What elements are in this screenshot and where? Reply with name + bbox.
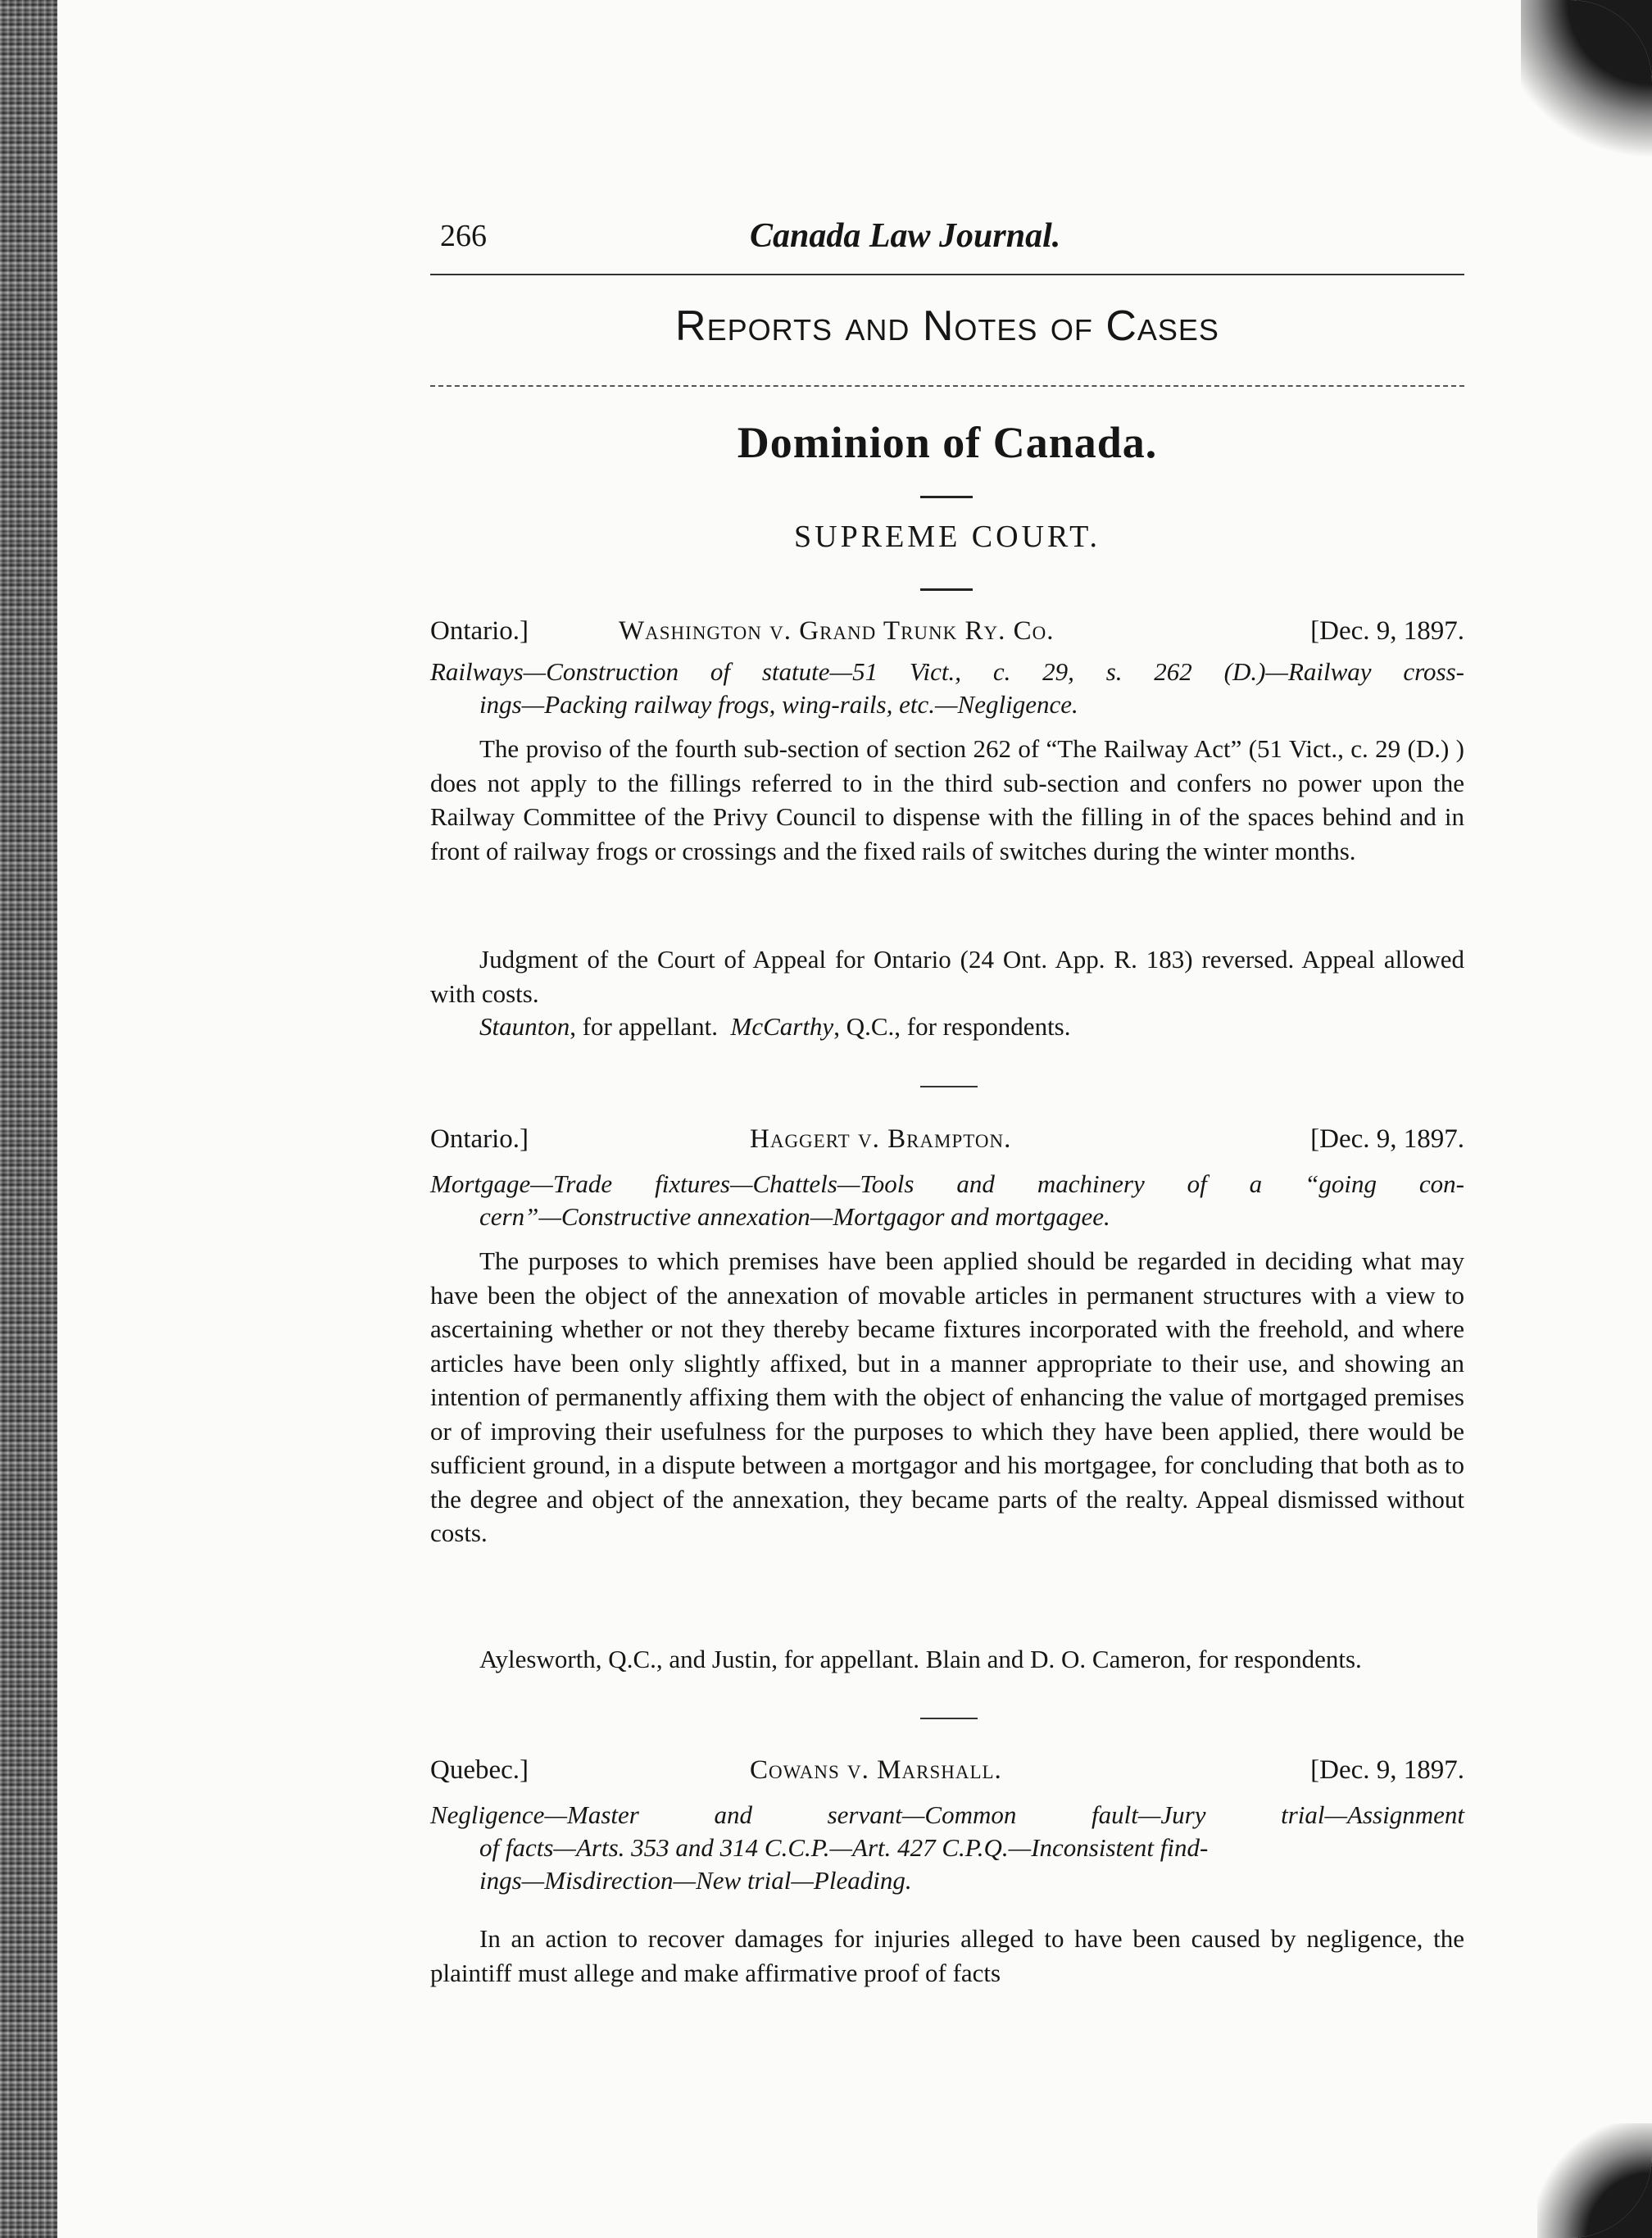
case-separator: [920, 1718, 978, 1719]
case-counsel: [479, 1010, 1071, 1043]
headnote-line: ings—Misdirection—New trial—Pleading.: [479, 1866, 912, 1895]
section-title: Reports and Notes of Cases: [675, 302, 1219, 350]
headnote-line: Railways—Construction of statute—51 Vict., c. 29, s. 262 (D.)—Railway cross-: [430, 657, 1464, 686]
counsel-role: , Q.C., for respondents.: [833, 1012, 1071, 1041]
case-province: Ontario.]: [430, 616, 529, 646]
short-rule: [920, 496, 973, 498]
scanned-page: [57, 0, 1652, 2238]
case-name: Haggert v. Brampton.: [750, 1124, 1012, 1154]
court-heading: SUPREME COURT.: [794, 520, 1101, 554]
counsel-respondent: McCarthy: [730, 1012, 834, 1041]
case-headnote: [430, 1799, 1464, 1897]
case-date: [Dec. 9, 1897.: [1310, 616, 1464, 646]
page-corner-shadow: [1537, 2123, 1652, 2238]
counsel-appellant: Staunton: [479, 1012, 570, 1041]
headnote-line: ings—Packing railway frogs, wing-rails, etc.—Negligence.: [479, 690, 1078, 719]
headnote-line: Mortgage—Trade fixtures—Chattels—Tools and machinery of a “going con-: [430, 1169, 1464, 1198]
case-body-text: The proviso of the fourth sub-section of section 262 of “The Railway Act” (51 Vict., c. 29 (D.) ) does not apply to the fillings referred to in the third sub-section and confers no power upon the Railway Committee of the Privy Council to dispense with the filling in of the spaces behind and in front of railway frogs or crossings and the fixed rails of switches during the winter months.: [430, 734, 1464, 865]
headnote-line: Negligence—Master and servant—Common fault—Jury trial—Assignment: [430, 1800, 1464, 1829]
case-province: Quebec.]: [430, 1755, 529, 1785]
case-header: [430, 1754, 1464, 1790]
case-headnote: [430, 1168, 1464, 1233]
case-province: Ontario.]: [430, 1124, 529, 1154]
header-rule: [430, 274, 1464, 275]
journal-title: Canada Law Journal.: [750, 217, 1061, 255]
headnote-line: of facts—Arts. 353 and 314 C.C.P.—Art. 427 C.P.Q.—Inconsistent find-: [479, 1833, 1209, 1862]
counsel-line: Aylesworth, Q.C., and Justin, for appellant. Blain and D. O. Cameron, for respondents.: [479, 1645, 1362, 1673]
case-body: [430, 732, 1464, 868]
page-number: 266: [440, 219, 487, 253]
case-name: Cowans v. Marshall.: [750, 1755, 1002, 1785]
counsel-role: , for appellant.: [570, 1012, 718, 1041]
case-body: [430, 1244, 1464, 1550]
running-head: [430, 217, 1464, 261]
case-judgment-text: Judgment of the Court of Appeal for Ontario (24 Ont. App. R. 183) reversed. Appeal allowed with costs.: [430, 945, 1464, 1008]
case-header: [430, 615, 1464, 651]
case-counsel: [430, 1642, 1464, 1677]
case-header: [430, 1123, 1464, 1159]
case-separator: [920, 1086, 978, 1087]
case-date: [Dec. 9, 1897.: [1310, 1755, 1464, 1785]
headnote-line: cern”—Constructive annexation—Mortgagor and mortgagee.: [479, 1202, 1110, 1231]
case-body: [430, 1922, 1464, 1990]
section-rule: [430, 385, 1464, 387]
page-corner-shadow: [1521, 0, 1652, 164]
case-body-text: In an action to recover damages for injuries alleged to have been caused by negligence, the plaintiff must allege and make affirmative proof of facts: [430, 1924, 1464, 1987]
case-date: [Dec. 9, 1897.: [1310, 1124, 1464, 1154]
case-headnote: [430, 656, 1464, 721]
dominion-heading: Dominion of Canada.: [737, 418, 1158, 467]
short-rule: [920, 588, 973, 591]
case-judgment: [430, 942, 1464, 1010]
case-name: Washington v. Grand Trunk Ry. Co.: [619, 616, 1055, 646]
case-body-text: The purposes to which premises have been applied should be regarded in deciding what may have been the object of the annexation of movable articles in permanent structures with a view to ascertaining whether or not they thereby became fixtures incorporated with the freehold, and where articles have been only slightly affixed, but in a manner appropriate to their use, and showing an intention of permanently affixing them with the object of enhancing the value of mortgaged premises or of improving their usefulness for the purposes to which they have been applied, there would be sufficient ground, in a dispute between a mortgagor and his mortgagee, for concluding that both as to the degree and object of the annexation, they became parts of the realty. Appeal dismissed without costs.: [430, 1246, 1464, 1547]
